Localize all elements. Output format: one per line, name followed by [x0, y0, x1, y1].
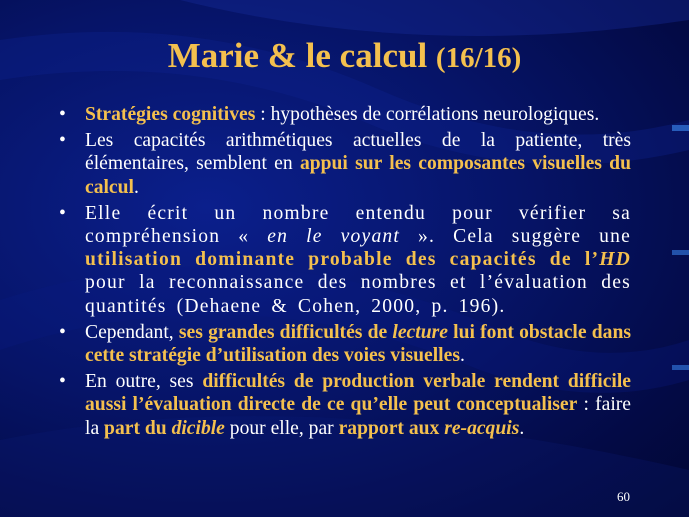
bullet-text-run: lui font obstacle dans cette stratégie d’utilisation des voies visuelles: [85, 321, 631, 367]
bullet-text-run: part du: [104, 417, 172, 439]
bullet-text-run: : faire la: [85, 394, 631, 439]
bullet-text-run: rapport aux: [338, 417, 445, 439]
bullet-text-run: lecture: [392, 321, 448, 343]
bullet-text-run: Stratégies cognitives: [85, 104, 256, 125]
bullet-item: [57, 370, 631, 440]
bullet-text-run: ses grandes difficultés de: [178, 321, 393, 343]
bullet-text-run: re-acquis: [444, 417, 520, 439]
bullet-item: [57, 321, 631, 367]
page-number: 60: [617, 489, 630, 504]
bullet-list: [57, 103, 631, 443]
bullet-text-run: HD: [599, 249, 631, 271]
bullet-text-run: ». Cela suggère une: [400, 226, 632, 248]
bullet-text-run: difficultés de production verbale rendent difficile aussi l’évaluation directe de ce qu’elle peut conceptualiser: [85, 371, 631, 416]
bullet-text-run: .: [519, 417, 525, 439]
bullet-text-run: : hypothèses de corrélations neurologiques.: [255, 104, 600, 125]
slide-title: [0, 36, 689, 78]
bullet-text-run: .: [133, 176, 139, 198]
bullet-text-run: En outre, ses: [85, 371, 203, 393]
bullet-text-run: en le voyant: [267, 226, 401, 248]
slide-title-counter: (16/16): [435, 42, 522, 74]
bullet-text-run: utilisation dominante probable des capacités de l’: [85, 249, 600, 271]
bullet-text-run: pour elle, par: [224, 417, 339, 439]
slide-title-main: Marie & le calcul: [167, 36, 428, 75]
bullet-item: [57, 202, 631, 318]
bullet-text-run: .: [459, 345, 465, 367]
bullet-text-run: Cependant,: [85, 321, 179, 343]
bullet-text-run: pour la reconnaissance des nombres et l’évaluation des quantités (Dehaene & Cohen, 2000, p. 196).: [85, 272, 631, 317]
bullet-text-run: appui sur les composantes visuelles du calcul: [85, 153, 631, 198]
bullet-text-run: Elle écrit un nombre entendu pour vérifier sa compréhension «: [85, 202, 631, 248]
bullet-item: [57, 129, 631, 199]
bullet-text-run: dicible: [171, 417, 225, 439]
bullet-item: [57, 103, 631, 126]
bullet-text-run: Les capacités arithmétiques actuelles de la patiente, très élémentaires, semblent en: [85, 130, 631, 175]
